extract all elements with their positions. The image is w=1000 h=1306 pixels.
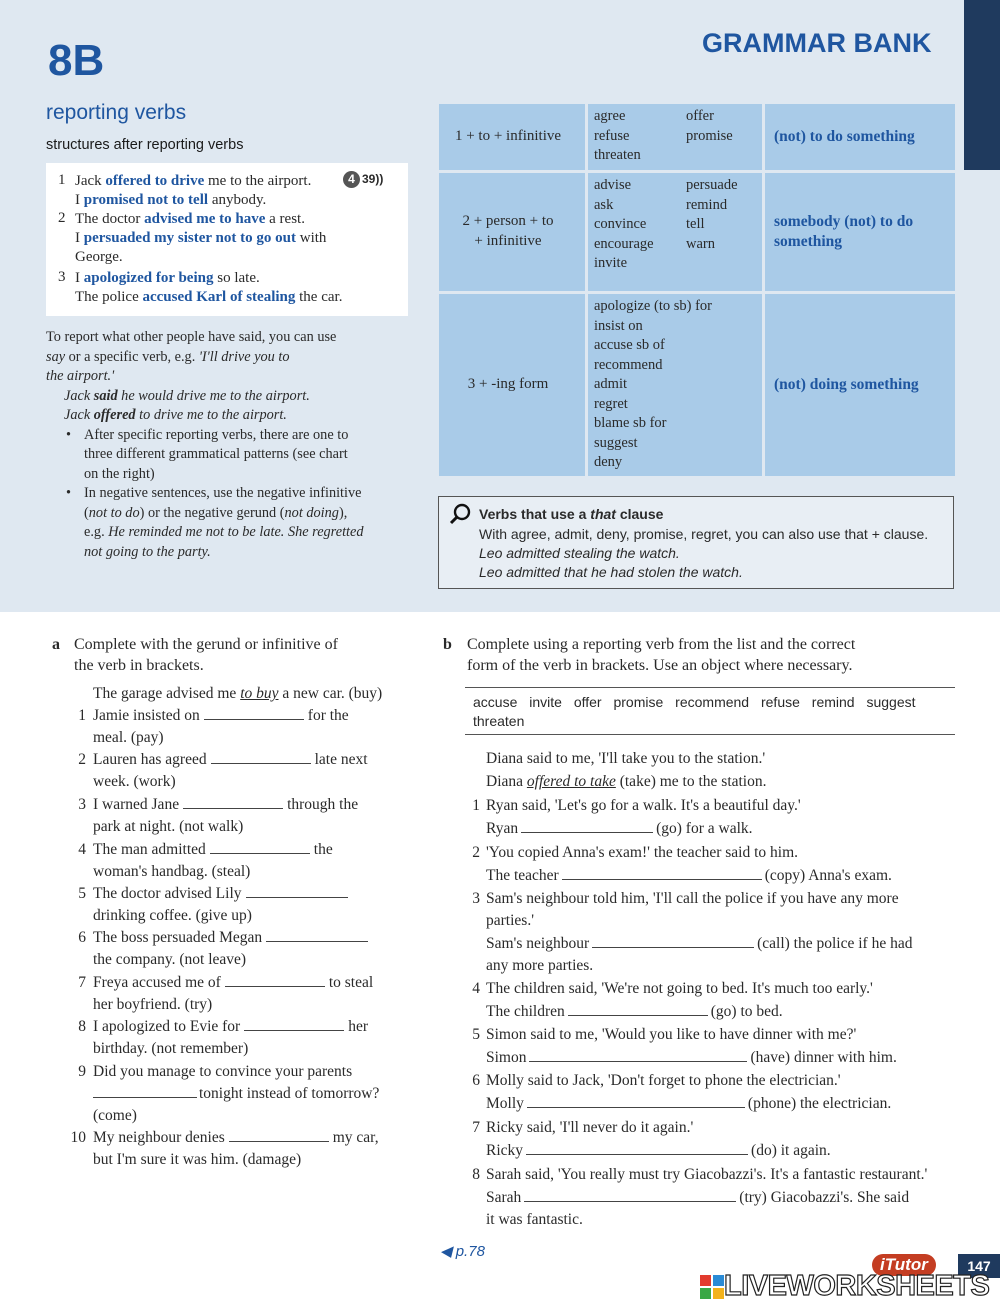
audio-reference[interactable] [343,171,383,188]
watermark-text: LIVEWORKSHEETS [724,1270,990,1302]
example-text: Jack [64,387,94,404]
exercise-b-example-a [486,773,767,791]
answer-blank[interactable] [526,1143,748,1155]
item-text: tonight instead of tomorrow? [199,1085,380,1102]
verb: regret [594,395,628,412]
example-line [75,248,123,267]
answer-blank[interactable] [521,821,653,833]
item-line: park at night. (not walk) [93,818,244,835]
item-text: Lauren has agreed [93,751,207,768]
side-tab [964,0,1000,170]
example-part: I [75,230,84,246]
item-text: The doctor advised Lily [93,885,242,902]
item-number: 5 [78,885,86,902]
item-number: 8 [472,1166,480,1183]
explanation-text: 'I'll drive you to [198,348,290,365]
item-number: 1 [472,797,480,814]
bullet-text: three different grammatical patterns (see chart [84,446,348,462]
result-line: (not) doing something [774,376,919,393]
item-text: (copy) Anna's exam. [764,867,892,884]
example-part: George. [75,249,123,265]
example-part: Jack [75,173,106,189]
pattern-label [448,375,568,395]
item-line [93,1129,379,1147]
example-part: accused Karl of stealing [142,289,296,305]
verb: accuse sb of [594,337,665,353]
example-part: with [295,230,327,246]
bullet-text: ) or the negative gerund ( [139,504,285,521]
bullet-text: not going to the party. [84,543,211,560]
example-text: a new car. (buy) [278,685,383,702]
verb: invite [594,255,628,271]
verb: convince [594,216,647,232]
verb-list [594,176,654,274]
item-line: (come) [93,1107,137,1124]
back-arrow-icon: ◀ [440,1243,452,1260]
item-number: 7 [472,1119,480,1136]
word-option: refuse [760,694,800,710]
answer-blank[interactable] [562,868,762,880]
example-line [75,269,260,288]
answer-blank[interactable] [568,1004,708,1016]
item-question: parties.' [486,912,534,929]
liveworksheets-logo [700,1275,724,1299]
exercise-b-instruction [467,634,855,676]
answer-blank[interactable] [211,752,311,764]
pattern-result [774,212,913,252]
bullet-text: e.g. [84,524,109,540]
item-number: 6 [78,929,86,946]
verb: persuade [686,177,738,193]
example-text: Diana [486,773,527,790]
watermark [700,1270,989,1303]
answer-blank[interactable] [266,930,368,942]
item-answer-line [486,1049,897,1067]
answer-blank[interactable] [225,975,325,987]
page-reference[interactable] [440,1242,485,1260]
item-line: week. (work) [93,773,176,790]
example-part: offered to drive [105,173,205,189]
example-part: anybody. [208,192,267,208]
example-part: the car. [295,289,343,305]
item-question: Sam's neighbour told him, 'I'll call the police if you have any more [486,890,899,907]
verb: encourage [594,235,654,252]
unit-number: 8B [48,36,105,85]
verb: warn [686,235,715,252]
item-text: late next [314,751,368,768]
item-line: the company. (not leave) [93,951,247,968]
item-text: Freya accused me of [93,974,221,991]
item-line: woman's handbag. (steal) [93,863,251,880]
example-text: offered [93,407,136,423]
explanation-text: or a specific verb, e.g. [65,348,199,365]
item-text: through the [287,796,359,813]
item-answer-line [486,1003,783,1021]
example-answer: to buy [240,685,279,702]
verb: blame sb for [594,415,667,431]
verb: recommend [594,356,663,373]
verb: deny [594,454,623,470]
word-option: remind [811,694,855,710]
answer-blank[interactable] [592,936,754,948]
example-line [75,210,305,229]
example-part: apologized for being [83,270,214,286]
bullet-text: on the right) [84,465,155,482]
item-text: Sam's neighbour [486,935,590,952]
that-clause-note [438,496,954,589]
item-line [93,841,333,859]
item-number: 10 [70,1129,86,1146]
verb: apologize (to sb) for [594,298,712,314]
page-number: 147 [958,1254,1000,1278]
note-title [479,506,663,522]
item-text: The teacher [486,867,559,884]
item-line [93,1063,352,1081]
item-text: (have) dinner with him. [750,1049,897,1066]
bullet-1 [46,426,416,485]
example-part: advised me to have [144,211,266,227]
magnifier-icon [449,503,471,525]
item-question: Molly said to Jack, 'Don't forget to phone the electrician.' [486,1072,841,1089]
example-answer: offered to take [526,773,616,790]
item-text: Molly [486,1095,524,1112]
verb: remind [686,196,728,213]
bullet-text: ( [84,504,89,521]
verb: promise [686,127,733,144]
verb-list [594,297,712,473]
pattern-label [448,127,568,147]
explanation-text: say [46,348,66,365]
note-example: Leo admitted that he had stolen the watch. [479,564,743,580]
pattern-line: 3 + -ing form [467,376,549,392]
pattern-line: + infinitive [474,232,542,249]
item-text: her [348,1018,368,1035]
exercise-b-example-q: Diana said to me, 'I'll take you to the station.' [486,750,766,767]
verb: suggest [594,434,638,451]
bullet-2 [46,484,416,562]
topic-title: reporting verbs [46,101,187,124]
item-line [93,885,352,903]
example-text: said [93,387,118,404]
note-line: With agree, admit, deny, promise, regret, you can also use that + clause. [479,526,929,542]
speaker-icon: )) [375,172,384,186]
item-answer-line [486,820,753,838]
pattern-line: 1 + to + infinitive [454,128,562,144]
item-text-line: any more parties. [486,957,594,974]
explanation [46,328,416,562]
example-part: I [75,192,84,208]
bullet-text: ), [338,504,348,521]
exercise-letter: a [52,636,60,653]
item-line: her boyfriend. (try) [93,996,213,1013]
example-part: The police [75,289,143,305]
instruction-line: Complete using a reporting verb from the list and the correct [467,636,856,653]
example-text: (take) me to the station. [615,773,767,790]
item-line: meal. (pay) [93,729,164,746]
example-part: I [75,270,84,286]
example-text: The garage advised me [93,685,241,702]
verb: offer [686,108,714,124]
example-number: 1 [58,172,66,188]
verb: tell [686,216,705,232]
answer-blank[interactable] [529,1050,747,1062]
bullet-text: not to do [88,504,140,521]
exercise-letter: b [443,636,452,653]
item-text: The children [486,1003,565,1020]
bullet-text: not doing [284,504,339,521]
audio-track: 4 [343,171,360,188]
item-text: Sarah [486,1189,522,1206]
pattern-line: 2 + person + to [462,213,554,229]
bullet-text: In negative sentences, use the negative infinitive [84,485,362,501]
item-question: Ryan said, 'Let's go for a walk. It's a beautiful day.' [486,797,801,814]
item-text: The man admitted [93,841,206,858]
example-line [75,191,266,210]
item-text: to steal [328,974,374,991]
item-line: birthday. (not remember) [93,1040,249,1057]
explanation-text: To report what other people have said, you can use [46,329,337,345]
verb-list [594,107,641,166]
word-list [465,687,955,735]
pattern-result [774,375,919,395]
item-line [93,751,368,769]
exercise-a-example [93,685,382,703]
example-part: a rest. [265,211,305,227]
instruction-line: Complete with the gerund or infinitive of [74,636,338,653]
pattern-result [774,127,915,147]
example-text: to drive me to the airport. [135,407,287,423]
item-number: 7 [78,974,86,991]
item-text: (try) Giacobazzi's. She said [739,1189,910,1206]
note-example: Leo admitted stealing the watch. [479,545,680,561]
instruction-line: the verb in brackets. [74,657,204,674]
exercise-a-letter [52,634,60,655]
answer-blank[interactable] [246,886,348,898]
item-answer-line [486,935,912,953]
item-question: Sarah said, 'You really must try Giacobazzi's. It's a fantastic restaurant.' [486,1166,928,1183]
topic-subtitle: structures after reporting verbs [46,137,244,153]
explanation-text: the airport.' [46,368,115,384]
itutor-badge: iTutor [872,1254,936,1276]
example-number: 2 [58,210,66,226]
verb: insist on [594,317,643,334]
note-title-text: clause [615,506,664,522]
word-option: accuse [473,694,518,710]
item-text: Jamie insisted on [93,707,200,724]
answer-blank[interactable] [527,1096,745,1108]
item-text: the [313,841,333,858]
example-part: promised not to tell [83,192,209,208]
result-line: (not) to do something [774,128,915,145]
item-number: 3 [472,890,480,907]
answer-blank[interactable] [524,1190,736,1202]
bullet-text: After specific reporting verbs, there are one to [84,426,349,443]
item-line: but I'm sure it was him. (damage) [93,1151,302,1168]
item-question: 'You copied Anna's exam!' the teacher said to him. [486,844,798,861]
item-text: Simon [486,1049,527,1066]
verb-list [686,176,738,254]
item-text-line: it was fantastic. [486,1211,583,1228]
example-part: persuaded my sister not to go out [83,230,296,246]
item-text: (call) the police if he had [757,935,913,952]
item-number: 2 [78,751,86,768]
bullet-text: He reminded me not to be late. She regretted [108,524,364,540]
item-answer-line [486,867,892,885]
item-text: The boss persuaded Megan [93,929,263,946]
item-number: 1 [78,707,86,724]
result-line: somebody (not) to do [774,213,914,230]
word-option: offer [573,694,602,710]
exercise-b-letter [443,634,452,655]
verb: threaten [594,147,641,163]
word-option: recommend [675,694,750,710]
item-line: drinking coffee. (give up) [93,907,252,924]
item-answer-line [486,1142,831,1160]
answer-blank[interactable] [183,797,283,809]
item-text: I warned Jane [93,796,180,813]
item-number: 4 [78,841,86,858]
item-number: 3 [78,796,86,813]
audio-number: 39 [362,172,376,186]
answer-blank[interactable] [229,1130,329,1142]
item-text: (go) to bed. [710,1003,783,1020]
word-option: invite [529,694,562,710]
pattern-label [448,212,568,251]
item-number: 8 [78,1018,86,1035]
result-line: something [774,233,843,250]
example-line [75,172,311,191]
verb: ask [594,196,614,213]
item-text: Did you manage to convince your parents [93,1063,353,1080]
example-line [75,288,342,307]
verb: agree [594,108,626,124]
item-line [93,929,372,947]
item-question: Ricky said, 'I'll never do it again.' [486,1119,694,1136]
answer-blank[interactable] [204,708,304,720]
verb: admit [594,376,628,392]
instruction-line: form of the verb in brackets. Use an object where necessary. [467,657,853,674]
item-line [93,796,358,814]
item-number: 5 [472,1026,480,1043]
item-line [93,974,373,992]
item-answer-line [486,1095,891,1113]
item-line [93,1018,368,1036]
verb: advise [594,177,632,193]
section-title: GRAMMAR BANK [702,28,932,58]
item-text: (go) for a walk. [656,820,753,837]
item-question: Simon said to me, 'Would you like to have dinner with me?' [486,1026,857,1043]
verb-list [686,107,733,146]
item-line [93,707,349,725]
example-text: he would drive me to the airport. [117,387,310,404]
example-line [75,229,326,248]
example-part: The doctor [75,211,145,227]
word-option: threaten [473,713,525,729]
item-text: (do) it again. [751,1142,831,1159]
word-option: suggest [866,694,916,710]
note-title-text: that [590,506,616,522]
example-part: so late. [213,270,260,286]
answer-blank[interactable] [210,842,310,854]
item-number: 6 [472,1072,480,1089]
item-text: Ricky [486,1142,524,1159]
item-question: The children said, 'We're not going to bed. It's much too early.' [486,980,873,997]
item-answer-line [486,1189,909,1207]
exercise-a-instruction [74,634,338,676]
item-number: 9 [78,1063,86,1080]
item-text: (phone) the electrician. [747,1095,892,1112]
answer-blank[interactable] [244,1019,344,1031]
item-text: I apologized to Evie for [93,1018,241,1035]
item-line [93,1085,379,1103]
note-title-text: Verbs that use a [479,506,591,522]
answer-blank[interactable] [93,1086,197,1098]
example-part: me to the airport. [204,173,312,189]
verb: refuse [594,127,630,144]
item-text: for the [307,707,349,724]
example-number: 3 [58,269,66,285]
item-number: 2 [472,844,480,861]
item-text: Ryan [486,820,519,837]
item-text: my car, [332,1129,379,1146]
item-number: 4 [472,980,480,997]
page-ref-text: p.78 [455,1243,485,1260]
word-option: promise [613,694,664,710]
example-text: Jack [64,407,94,423]
item-text: My neighbour denies [93,1129,225,1146]
